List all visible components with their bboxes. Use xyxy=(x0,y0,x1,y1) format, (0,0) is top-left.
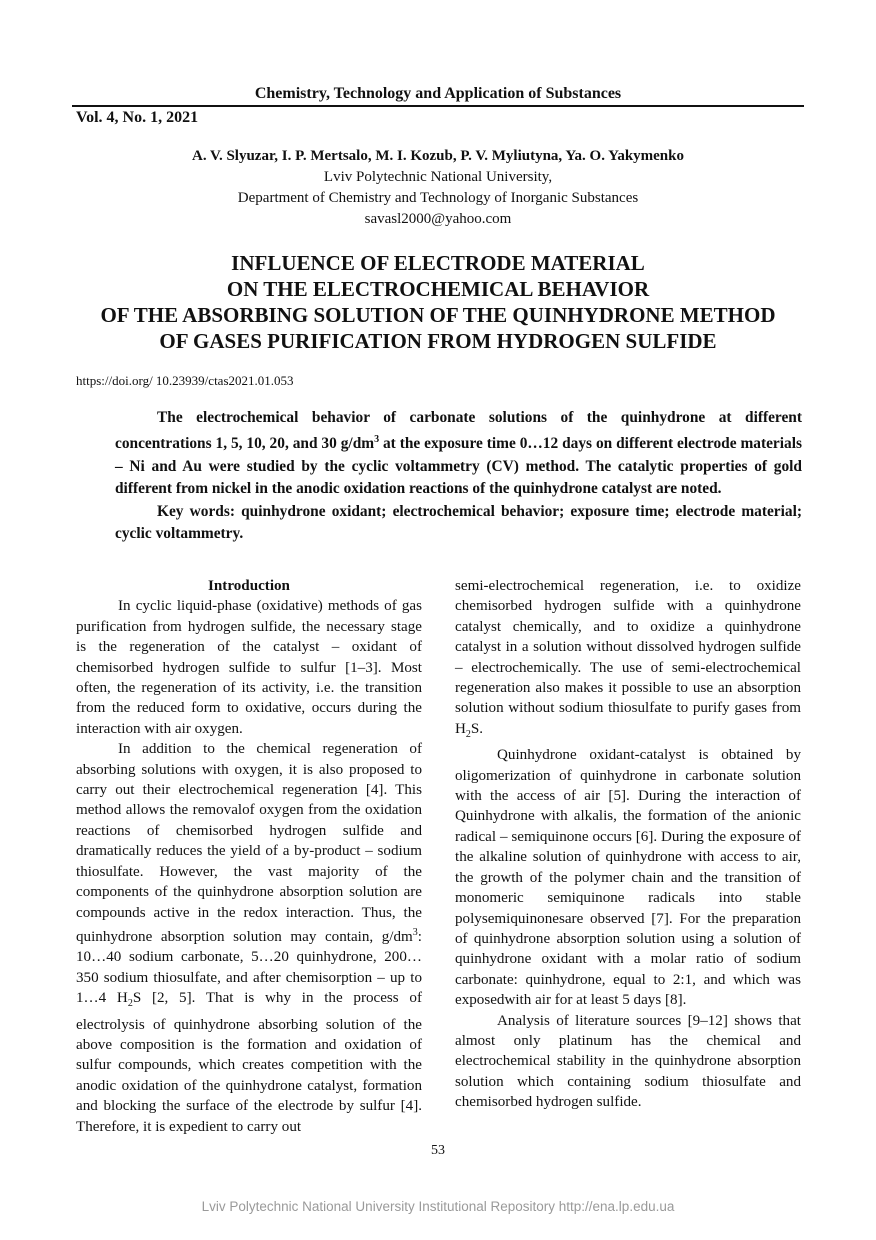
left-column xyxy=(76,576,422,1137)
author-email: savasl2000@yahoo.com xyxy=(364,211,512,227)
title-line: OF THE ABSORBING SOLUTION OF THE QUINHYDRONE METHOD xyxy=(100,303,776,327)
keywords: Key words: quinhydrone oxidant; electrochemical behavior; exposure time; electrode material; cyclic voltammetry. xyxy=(115,502,802,543)
doi-link[interactable]: https://doi.org/ 10.23939/ctas2021.01.053 xyxy=(76,373,294,388)
repository-footer: Lviv Polytechnic National University Institutional Repository http://ena.lp.edu.ua xyxy=(201,1199,675,1214)
page-number: 53 xyxy=(431,1143,445,1158)
front-matter xyxy=(60,146,816,230)
section-heading-introduction: Introduction xyxy=(208,578,290,594)
paragraph: In addition to the chemical regeneration of absorbing solutions with oxygen, it is also proposed to carry out their electrochemical regeneration [4]. This method allows the removalof oxygen from the oxidation reactions of chemisorbed hydrogen sulfide and dramatically reduces the yield of a by-product – sodium thiosulfate. However, the vast majority of the components of the quinhydrone absorption solution are compounds active in the redox interaction. Thus, the quinhydrone absorption solution may contain, $g/dm^3$: 10…40 sodium carbonate, 5…20 quinhydrone, 200…350 sodium thiosulfate, and after chemisorption – up to 1…4 $H_2S$ [2, 5]. That is why in the process of electrolysis of quinhydrone absorbing solution of the above composition is the formation and oxidation of sulfur compounds, which creates competition with the anodic oxidation of the quinhydrone catalyst, formation and blocking the surface of the electrode by sulfur [4]. Therefore, it is expedient to carry out xyxy=(76,741,422,1135)
journal-title: Chemistry, Technology and Application of Substances xyxy=(254,85,622,102)
author-list: A. V. Slyuzar, I. P. Mertsalo, M. I. Kozub, P. V. Myliutyna, Ya. O. Yakymenko xyxy=(191,148,684,164)
header-rule xyxy=(72,105,804,107)
volume-issue: Vol. 4, No. 1, 2021 xyxy=(76,109,199,126)
affiliation-university: Lviv Polytechnic National University, xyxy=(323,169,553,185)
paragraph: Analysis of literature sources [9–12] shows that almost only platinum has the chemical and electrochemical stability in the quinhydrone absorption solution which containing sodium thiosulfate and chemisorbed hydrogen sulfide. xyxy=(455,1012,801,1111)
abstract-text: The electrochemical behavior of carbonate solutions of the quinhydrone at different concentrations 1, 5, 10, 20, and 30 $g/dm^3$ at the exposure time 0…12 days on different electrode materials – Ni and Au were studied by the cyclic voltammetry (CV) method. The catalytic properties of gold different from nickel in the anodic oxidation reactions of the quinhydrone catalyst are noted. xyxy=(115,409,802,498)
title-line: ON THE ELECTROCHEMICAL BEHAVIOR xyxy=(226,277,650,301)
right-column xyxy=(455,576,801,1113)
affiliation-department: Department of Chemistry and Technology of Inorganic Substances xyxy=(237,190,639,206)
title-line: INFLUENCE OF ELECTRODE MATERIAL xyxy=(231,251,645,275)
abstract xyxy=(115,407,802,546)
title-line: OF GASES PURIFICATION FROM HYDROGEN SULFIDE xyxy=(159,329,717,353)
paragraph: Quinhydrone oxidant-catalyst is obtained by oligomerization of quinhydrone in carbonate solution with the access of air [5]. During the interaction of Quinhydrone with alkalis, the formation of the anionic radical – semiquinone occurs [6]. During the exposure of the alkaline solution of quinhydrone with access to air, the growth of the polymer chain and the transition of monomeric semiquinone radicals into stable polysemiquinonesare observed [7]. For the preparation of quinhydrone absorption solution using a solution of quinhydrone oxidant with a molar ratio of sodium carbonate: quinhydrone, equal to 2:1, and which was exposedwith air for at least 5 days [8]. xyxy=(455,747,801,1009)
paragraph: semi-electrochemical regeneration, i.e. to oxidize chemisorbed hydrogen sulfide with a quinhydrone catalyst chemically, and to oxidize a quinhydrone catalyst in a solution without dissolved hydrogen sulfide – electrochemically. The use of semi-electrochemical regeneration also makes it possible to use an absorption solution without sodium thiosulfate to purify gases from $H_2S$. xyxy=(455,578,801,740)
paragraph: In cyclic liquid-phase (oxidative) methods of gas purification from hydrogen sulfide, the necessary stage is the regeneration of the catalyst – oxidant of chemisorbed hydrogen sulfide to sulfur [1–3]. Most often, the regeneration of its activity, i.e. the transition from the reduced form to oxidative, occurs during the interaction with air oxygen. xyxy=(76,598,422,737)
paper-title xyxy=(40,250,836,354)
